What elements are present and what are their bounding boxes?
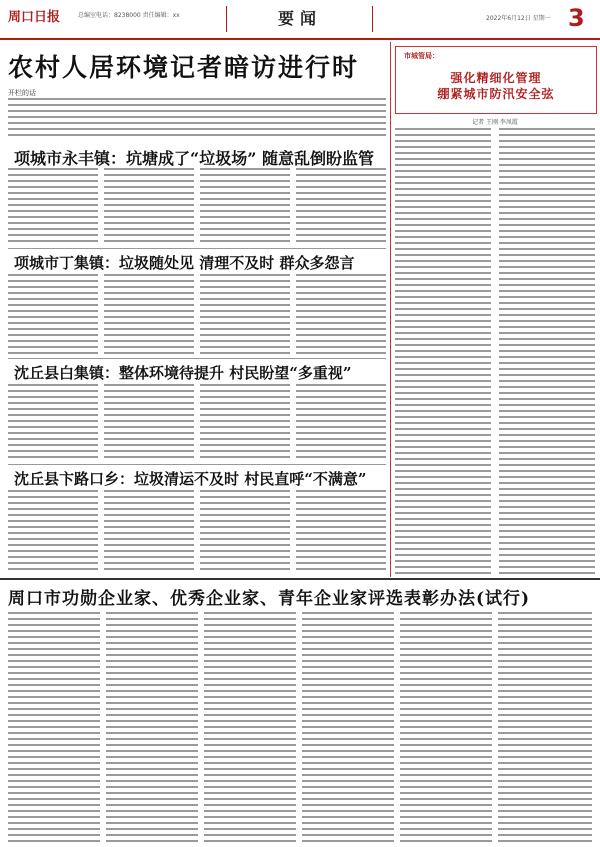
sidebar-title-line1: 强化精细化管理 [450,71,542,85]
column-intro-label: 开栏的话 [8,89,36,97]
subheadline: 项城市永丰镇：坑塘成了“垃圾场” 随意乱倒盼监管 [14,149,374,168]
text-column [8,384,98,462]
text-column [302,612,394,844]
text-column [200,490,290,574]
sidebar-title-line2: 绷紧城市防汛安全弦 [437,87,555,101]
section-divider [8,248,386,249]
text-column [296,274,386,356]
bottom-article-body [8,612,592,844]
masthead-divider [226,6,227,32]
text-column [104,490,194,574]
text-column [499,128,595,574]
text-column [200,384,290,462]
text-column [200,168,290,246]
masthead-meta: 总编室电话：8238000 责任编辑：xx [78,12,180,19]
issue-date: 2022年6月12日 星期一 [486,15,551,22]
bottom-story-rule [0,578,600,580]
newspaper-logo: 周口日报 [8,10,61,25]
text-column [296,384,386,462]
text-column [8,274,98,356]
section-title: 要闻 [277,9,322,28]
masthead [0,0,600,40]
text-column [106,612,198,844]
text-column [8,98,386,138]
column-rule [390,42,391,577]
text-column [104,274,194,356]
article-body [8,384,386,462]
article-body [8,490,386,574]
sidebar-body [395,128,595,574]
bottom-headline: 周口市功勋企业家、优秀企业家、青年企业家评选表彰办法(试行) [8,589,531,609]
subheadline: 项城市丁集镇：垃圾随处见 清理不及时 群众多怨言 [14,254,355,272]
subheadline: 沈丘县卞路口乡：垃圾清运不及时 村民直呼“不满意” [14,470,367,488]
sidebar-byline: 记者 王刚 李凤霞 [472,119,518,126]
article-body [8,168,386,246]
text-column [8,612,100,844]
subheadline: 沈丘县白集镇：整体环境待提升 村民盼望“多重视” [14,364,352,382]
page-number: 3 [568,4,585,32]
masthead-divider [372,6,373,32]
text-column [395,128,491,574]
text-column [104,168,194,246]
text-column [296,168,386,246]
text-column [498,612,592,844]
sidebar-headline-box [395,46,597,114]
text-column [400,612,492,844]
text-column [104,384,194,462]
section-divider [8,464,386,465]
text-column [8,168,98,246]
text-column [204,612,296,844]
sidebar-kicker: 市城管局： [404,52,439,60]
lead-paragraph [8,98,386,138]
text-column [296,490,386,574]
text-column [8,490,98,574]
section-divider [8,358,386,359]
article-body [8,274,386,356]
text-column [200,274,290,356]
main-headline: 农村人居环境记者暗访进行时 [8,53,360,82]
lead-text-block [8,98,386,138]
